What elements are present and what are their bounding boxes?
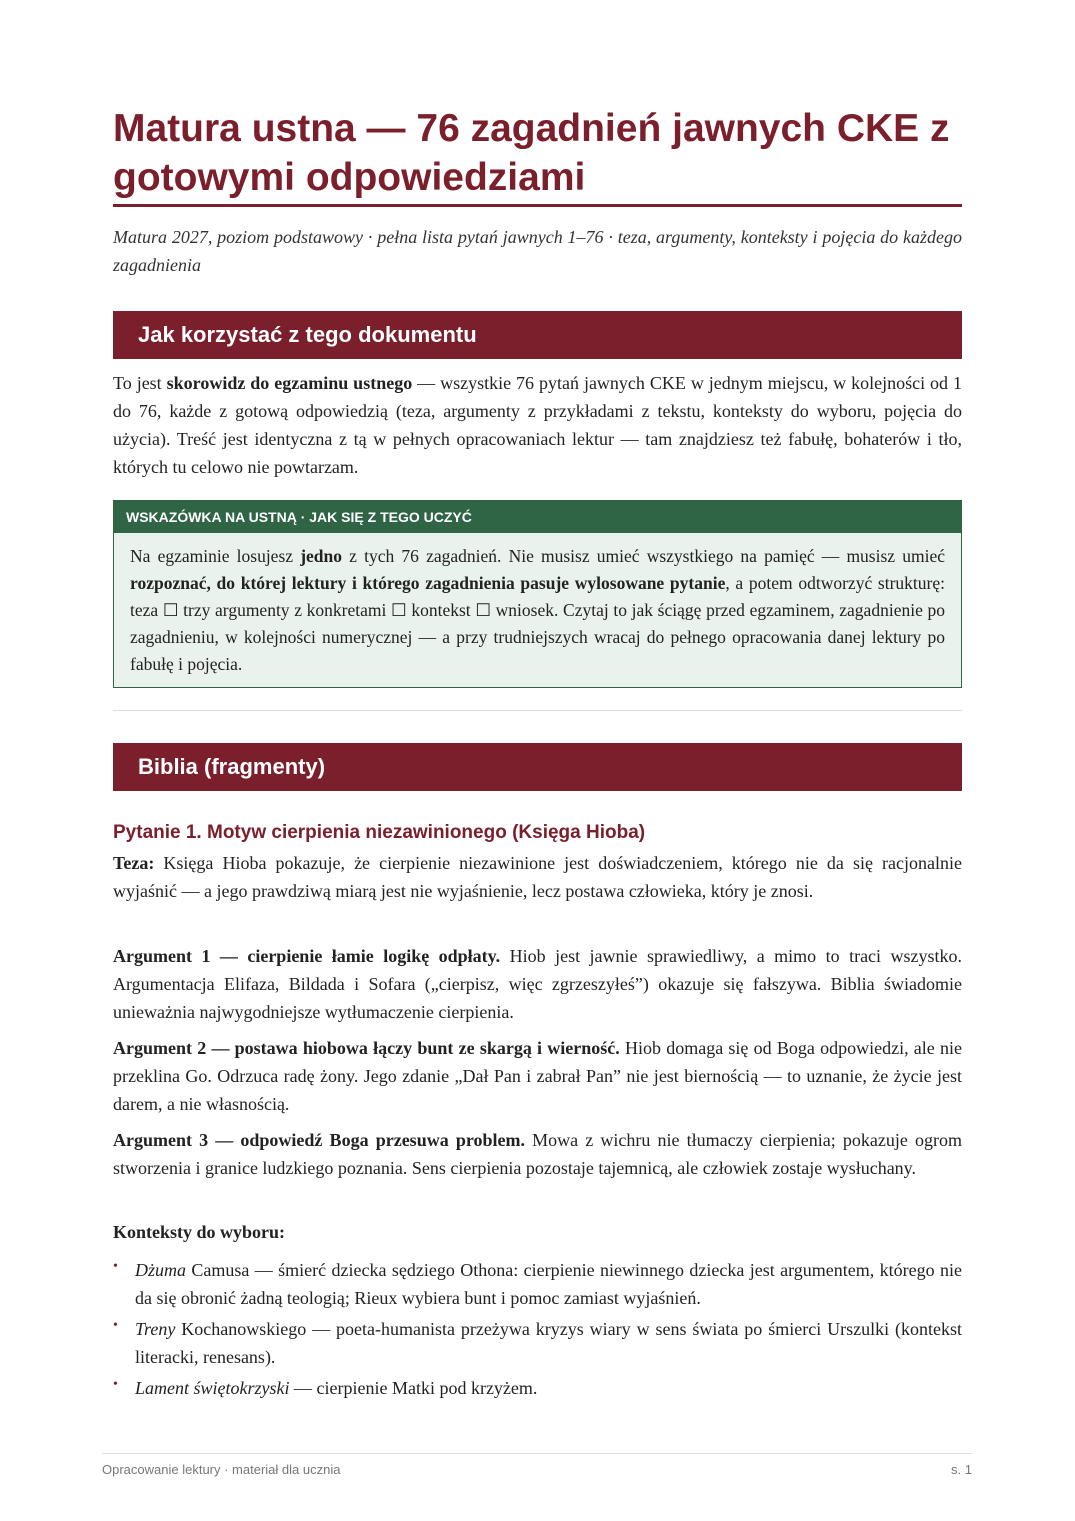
howto-text-rest: — wszystkie 76 pytań jawnych CKE w jednym miejscu, w kolejności od 1 do 76, każde z gotową odpowiedzią (teza, argumenty z przykładami z tekstu, konteksty do wyboru, pojęcia do użycia). Treść jest identyczna z tą w pełnych opracowaniach lektur — tam znajdziesz też fabułę, bohaterów i tło, których tu celowo nie powtarzam. [113, 373, 963, 477]
footer-text: Opracowanie lektury · materiał dla ucznia [102, 1462, 341, 1477]
argument-1-text: Hiob jest jawnie sprawiedliwy, a mimo to traci wszystko. Argumentacja Elifaza, Bildada i Sofara („cierpisz, więc zgrzeszyłeś”) okazuje się fałszywa. Biblia świadomie unieważnia najwygodniejsze wytłumaczenie cierpienia. [113, 946, 962, 1022]
argument-1-paragraph [113, 942, 962, 1026]
section-divider [113, 710, 962, 711]
tip-text-3: , a potem odtworzyć strukturę: teza ☐ trzy argumenty z konkretami ☐ kontekst ☐ wniosek. Czytaj to jak ściągę przed egzaminem, zagadnienie po zagadnieniu, w kolejności numerycznej — a przy trudniejszych wracaj do pełnego opracowania danej lektury po fabułę i pojęcia. [130, 573, 945, 674]
contexts-label [113, 1218, 962, 1246]
footer-divider [102, 1453, 972, 1454]
list-item [113, 1256, 962, 1312]
page-number: s. 1 [951, 1462, 972, 1477]
thesis-label: Teza: [113, 853, 155, 873]
tip-bold-2: rozpoznać, do której lektury i którego zagadnienia pasuje wylosowane pytanie [130, 573, 726, 593]
bullet-icon: • [113, 1377, 118, 1392]
tip-text-1: Na egzaminie losujesz [130, 546, 301, 566]
howto-paragraph [113, 369, 962, 481]
argument-3-text: Mowa z wichru nie tłumaczy cierpienia; pokazuje ogrom stworzenia i granice ludzkiego poznania. Sens cierpienia pozostaje tajemnicą, ale człowiek zostaje wysłuchany. [113, 1130, 962, 1178]
argument-3-paragraph [113, 1126, 962, 1182]
section-heading-howto: Jak korzystać z tego dokumentu [138, 322, 477, 347]
tip-box [113, 500, 962, 688]
list-item [113, 1374, 962, 1402]
context-text: Kochanowskiego — poeta-humanista przeżywa kryzys wiary w sens świata po śmierci Urszulki (kontekst literacki, renesans). [135, 1319, 962, 1367]
argument-1-label: Argument 1 — cierpienie łamie logikę odpłaty. [113, 946, 501, 966]
bullet-icon: • [113, 1259, 118, 1274]
context-title: Treny [135, 1319, 176, 1339]
howto-text-bold: skorowidz do egzaminu ustnego [166, 373, 413, 393]
context-title: Lament świętokrzyski [135, 1378, 290, 1398]
howto-text-start: To jest [113, 373, 167, 393]
argument-2-text: Hiob domaga się od Boga odpowiedzi, ale nie przeklina Go. Odrzuca radę żony. Jego zdanie „Dał Pan i zabrał Pan” nie jest biernością — to uznanie, że życie jest darem, a nie własnością. [113, 1038, 962, 1114]
argument-3-label: Argument 3 — odpowiedź Boga przesuwa problem. [113, 1130, 526, 1150]
contexts-list [113, 1256, 962, 1405]
thesis-text: Księga Hioba pokazuje, że cierpienie niezawinione jest doświadczeniem, którego nie da się racjonalnie wyjaśnić — a jego prawdziwą miarą jest nie wyjaśnienie, lecz postawa człowieka, który je znosi. [113, 853, 962, 901]
thesis-paragraph [113, 849, 962, 905]
tip-text-2: z tych 76 zagadnień. Nie musisz umieć wszystkiego na pamięć — musisz umieć [342, 546, 945, 566]
section-heading-bible: Biblia (fragmenty) [138, 754, 326, 779]
bullet-icon: • [113, 1318, 118, 1333]
argument-2-paragraph [113, 1034, 962, 1118]
argument-2-label: Argument 2 — postawa hiobowa łączy bunt ze skargą i wierność. [113, 1038, 620, 1058]
question-heading: Pytanie 1. Motyw cierpienia niezawinionego (Księga Hioba) [113, 822, 646, 843]
context-text: Camusa — śmierć dziecka sędziego Othona: cierpienie niewinnego dziecka jest argumentem, którego nie da się obronić żadną teologią; Rieux wybiera bunt i pomoc zamiast wyjaśnień. [135, 1260, 962, 1308]
page-subtitle: Matura 2027, poziom podstawowy · pełna lista pytań jawnych 1–76 · teza, argumenty, konteksty i pojęcia do każdego zagadnienia [113, 227, 962, 275]
list-item [113, 1315, 962, 1371]
section-header-howto [113, 311, 962, 359]
contexts-label-text: Konteksty do wyboru: [113, 1222, 286, 1242]
tip-box-body [114, 533, 961, 678]
context-text: — cierpienie Matki pod krzyżem. [289, 1378, 538, 1398]
context-title: Dżuma [135, 1260, 187, 1280]
page-title: Matura ustna — 76 zagadnień jawnych CKE z gotowymi odpowiedziami [113, 107, 950, 199]
tip-bold-1: jedno [300, 546, 343, 566]
section-header-bible [113, 743, 962, 791]
tip-box-header: WSKAZÓWKA NA USTNĄ · JAK SIĘ Z TEGO UCZYĆ [114, 501, 961, 533]
title-underline [113, 204, 962, 207]
